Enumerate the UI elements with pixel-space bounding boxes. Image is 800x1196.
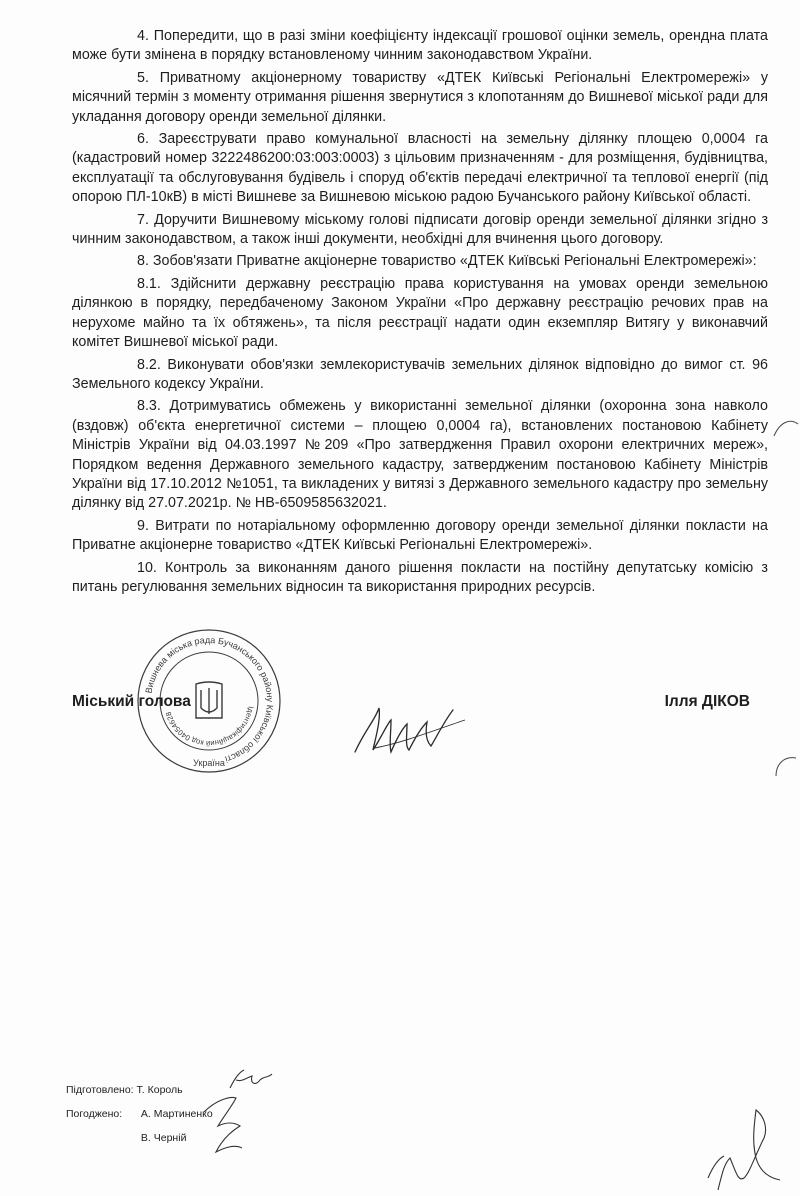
prepared-by: Т. Король <box>136 1084 183 1096</box>
paragraph-8-3: 8.3. Дотримуватись обмежень у використанні земельної ділянки (охоронна зона навколо (вздовж) об'єкта енергетичної системи – площею 0,0004 га), встановлених постановою Кабінету Міністрів України від 04.03.1997 №209 «Про затвердження Правил охорони електричних мереж», Порядком ведення Державного земельного кадастру, затвердженим постановою Кабінету Міністрів України від 17.10.2012 №1051, та викладених у витязі з Державного земельного кадастру про земельну ділянку від 27.07.2021р. № НВ-6509585632021. <box>72 398 768 512</box>
paragraph-9: 9. Витрати по нотаріальному оформленню договору оренди земельної ділянки покласти на Приватне акціонерне товариство «ДТЕК Київські Регіональні Електромережі». <box>72 517 768 554</box>
agreed-signature <box>196 1092 266 1162</box>
prepared-label: Підготовлено: <box>66 1084 134 1096</box>
paragraph-10: 10. Контроль за виконанням даного рішення покласти на постійну депутатську комісію з питань регулювання земельних відносин та використання природних ресурсів. <box>72 559 768 595</box>
agreed-line-2 <box>66 1126 213 1150</box>
stamp-bottom-text: Україна <box>193 758 225 768</box>
agreed-by-1: А. Мартиненко <box>140 1108 213 1120</box>
paragraph-6: 6. Зареєструвати право комунальної власності на земельну ділянку площею 0,0004 га (кадастровий номер 3222486200:03:003:0003) з цільовим призначенням - для розміщення, будівництва, експлуатації та обслуговування будівель і споруд об'єктів передачі електричної та теплової енергії (під опорою ПЛ-10кВ) в місті Вишневе за Вишневою міською радою Бучанського району Київської області. <box>72 131 768 206</box>
paragraph-7: 7. Доручити Вишневому міському голові підписати договір оренди земельної ділянки згідно з чинним законодавством, а також інші документи, необхідні для вчинення цього договору. <box>72 211 768 248</box>
paragraph-8-2: 8.2. Виконувати обов'язки землекористувачів земельних ділянок відповідно до вимог ст. 96 Земельного кодексу України. <box>72 356 768 392</box>
stamp-inner-text: Ідентифікаційний код 04054628 <box>163 705 256 749</box>
decision-body <box>72 27 768 600</box>
paragraph-8-1: 8.1. Здійснити державну реєстрацію права користування на умовах оренди земельною ділянкою в порядку, передбаченому Законом України «Про державну реєстрацію речових прав на нерухоме майно та їх обтяжень», та після реєстрації надати один екземпляр Витягу у виконавчий комітет Вишневої міської ради. <box>72 275 768 351</box>
paragraph-8: 8. Зобов'язати Приватне акціонерне товариство «ДТЕК Київські Регіональні Електромережі»: <box>137 253 757 270</box>
agreed-by-2: В. Черній <box>140 1132 187 1144</box>
agreed-line <box>66 1102 213 1126</box>
agreed-label: Погоджено: <box>66 1108 123 1120</box>
margin-mark <box>772 750 800 780</box>
signatory-title: Міський голова <box>72 693 191 710</box>
signatory-name: Ілля ДІКОВ <box>664 693 750 710</box>
prepared-line <box>66 1078 213 1102</box>
margin-mark <box>772 412 800 442</box>
approval-footer <box>66 1078 213 1150</box>
corner-signature <box>694 1098 794 1194</box>
paragraph-5: 5. Приватному акціонерному товариству «ДТЕК Київські Регіональні Електромережі» у місячний термін з моменту отримання рішення звернутися з клопотанням до Вишневої міської ради для укладання договору оренди земельної ділянки. <box>72 69 768 125</box>
signature-block <box>72 693 750 717</box>
stamp-ring-text: Вишнева міська рада Бучанського району Київської області <box>143 634 276 765</box>
paragraph-4: 4. Попередити, що в разі зміни коефіцієнту індексації грошової оцінки земель, орендна плата може бути змінена в порядку встановленому чинним законодавством України. <box>72 28 768 64</box>
